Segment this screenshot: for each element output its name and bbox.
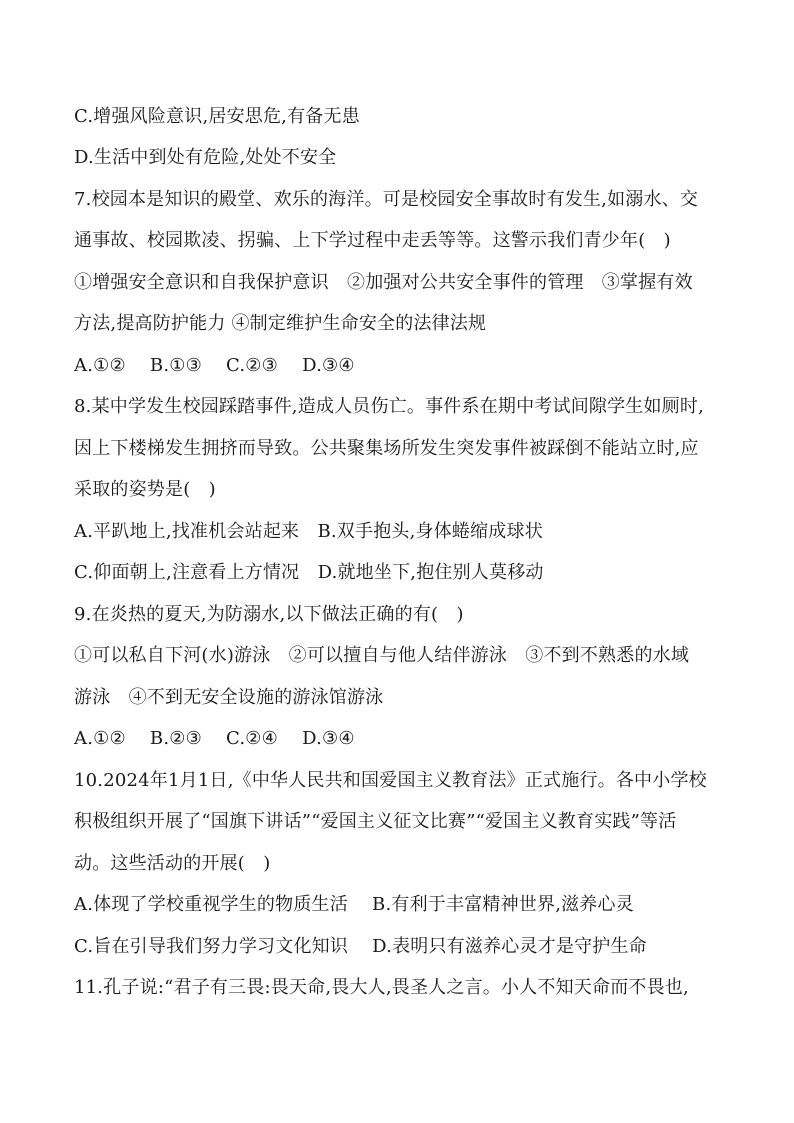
question-10-text: 积极组织开展了“国旗下讲话”“爱国主义征文比赛”“爱国主义教育实践”等活	[74, 811, 677, 832]
option-line: D.生活中到处有危险,处处不安全	[74, 147, 337, 168]
question-9-options: A.①② B.②③ C.②④ D.③④	[74, 728, 355, 749]
question-11-text: 11.孔子说:“君子有三畏:畏天命,畏大人,畏圣人之言。小人不知天命而不畏也,	[74, 977, 689, 998]
question-10-text: 动。这些活动的开展( )	[74, 853, 271, 874]
question-8-options: C.仰面朝上,注意看上方情况 D.就地坐下,抱住别人莫移动	[74, 562, 544, 583]
question-9-statements: 游泳 ④不到无安全设施的游泳馆游泳	[74, 687, 384, 708]
question-8-options: A.平趴地上,找准机会站起来 B.双手抱头,身体蜷缩成球状	[74, 521, 543, 542]
question-8-text: 采取的姿势是( )	[74, 479, 216, 500]
question-8-text: 因上下楼梯发生拥挤而导致。公共聚集场所发生突发事件被踩倒不能站立时,应	[74, 438, 699, 459]
question-7-statements: ①增强安全意识和自我保护意识 ②加强对公共安全事件的管理 ③掌握有效	[74, 272, 693, 293]
question-8-text: 8.某中学发生校园踩踏事件,造成人员伤亡。事件系在期中考试间隙学生如厕时,	[74, 396, 705, 417]
question-10-options: C.旨在引导我们努力学习文化知识 D.表明只有滋养心灵才是守护生命	[74, 936, 647, 957]
question-9-text: 9.在炎热的夏天,为防溺水,以下做法正确的有( )	[74, 604, 464, 625]
question-10-options: A.体现了学校重视学生的物质生活 B.有利于丰富精神世界,滋养心灵	[74, 894, 634, 915]
question-7-text: 7.校园本是知识的殿堂、欢乐的海洋。可是校园安全事故时有发生,如溺水、交	[74, 189, 699, 210]
question-7-options: A.①② B.①③ C.②③ D.③④	[74, 355, 355, 376]
question-7-text: 通事故、校园欺凌、拐骗、上下学过程中走丢等等。这警示我们青少年( )	[74, 230, 671, 251]
question-9-statements: ①可以私自下河(水)游泳 ②可以擅自与他人结伴游泳 ③不到不熟悉的水域	[74, 645, 690, 666]
question-10-text: 10.2024年1月1日,《中华人民共和国爱国主义教育法》正式施行。各中小学校	[74, 770, 707, 791]
question-7-statements: 方法,提高防护能力 ④制定维护生命安全的法律法规	[74, 313, 487, 334]
option-line: C.增强风险意识,居安思危,有备无患	[74, 106, 360, 127]
